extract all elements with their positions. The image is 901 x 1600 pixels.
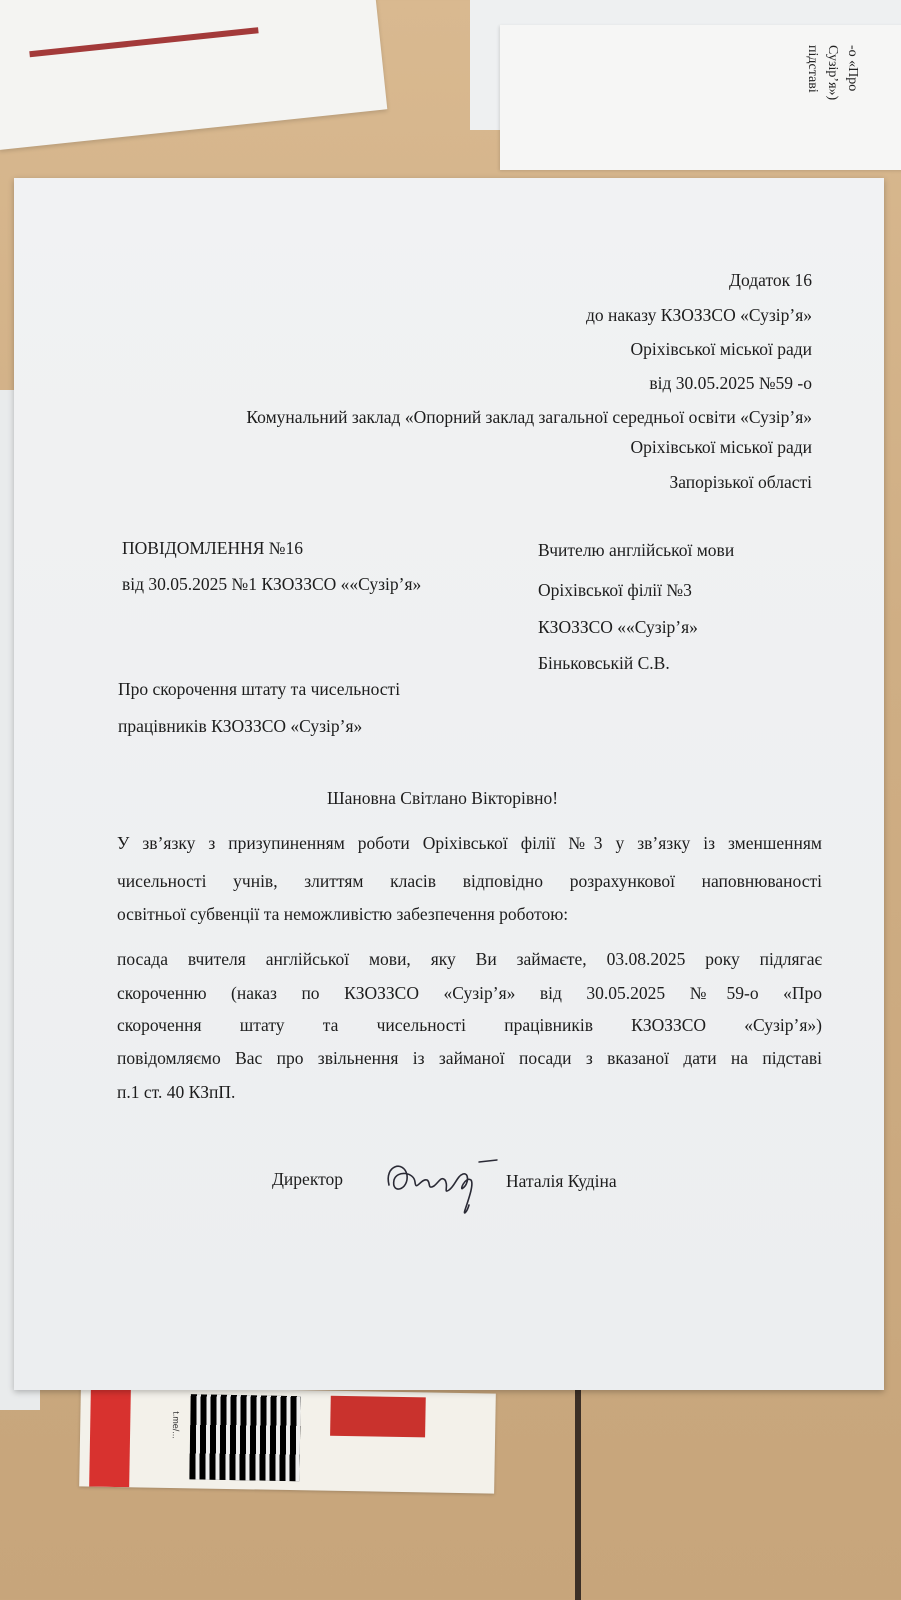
flyer-link-text: t.me/...: [170, 1411, 182, 1439]
qr-code-icon: [189, 1394, 300, 1481]
paragraph1-line: освітньої субвенції та неможливістю забезпечення роботою:: [117, 904, 569, 924]
corner-text-2: Сузір’я»): [825, 45, 840, 101]
council-name: Оріхівської міської ради: [630, 339, 812, 359]
paragraph2-line: скорочення штату та чисельності працівників КЗОЗЗСО «Сузір’я»): [117, 1015, 822, 1035]
corner-text-1: -о «Про: [845, 45, 860, 92]
institution-name: Комунальний заклад «Опорний заклад загальної середньої освіти «Сузір’я»: [246, 407, 812, 427]
recipient-branch: Оріхівської філії №3: [538, 580, 692, 600]
background-paper-stack: [0, 0, 387, 150]
red-stripe: [29, 27, 258, 57]
paragraph2-line: посада вчителя англійської мови, яку Ви займаєте, 03.08.2025 року підлягає: [117, 949, 822, 969]
flyer-red-box: [330, 1396, 426, 1438]
paragraph2-line: п.1 ст. 40 КЗпП.: [117, 1082, 236, 1102]
institution-region: Запорізької області: [669, 472, 812, 492]
flyer-red-band: [89, 1387, 131, 1488]
notice-title: ПОВІДОМЛЕННЯ №16: [122, 538, 303, 558]
recipient-name: Біньковській С.В.: [538, 653, 670, 673]
institution-council: Оріхівської міської ради: [630, 437, 812, 457]
background-document-corner: [500, 25, 901, 170]
notice-document: [14, 178, 884, 1390]
order-reference: до наказу КЗОЗЗСО «Сузір’я»: [585, 305, 812, 325]
appendix-label: Додаток 16: [729, 270, 812, 290]
qr-flyer-card: [79, 1386, 496, 1493]
paragraph2-line: повідомляємо Вас про звільнення із займаної посади з вказаної дати на підставі: [117, 1048, 822, 1068]
recipient-institution: КЗОЗЗСО ««Сузір’я»: [538, 617, 698, 637]
corner-text-3: підставі: [805, 45, 820, 93]
greeting: Шановна Світлано Вікторівно!: [327, 788, 559, 808]
paragraph1-line: чисельності учнів, злиттям класів відповідно розрахункової наповнюваності: [117, 871, 822, 891]
desk-gap: [575, 1380, 581, 1600]
signer-name: Наталія Кудіна: [506, 1171, 617, 1191]
order-date: від 30.05.2025 №59 -о: [649, 373, 812, 393]
signer-position: Директор: [272, 1169, 344, 1189]
subject-line-1: Про скорочення штату та чисельності: [118, 679, 401, 699]
subject-line-2: працівників КЗОЗЗСО «Сузір’я»: [118, 716, 363, 736]
paragraph1-line: У зв’язку з призупиненням роботи Оріхівської філії №3 у зв’язку із зменшенням: [117, 833, 822, 853]
recipient-position: Вчителю англійської мови: [538, 540, 735, 560]
handwritten-signature: [379, 1150, 499, 1230]
notice-date: від 30.05.2025 №1 КЗОЗЗСО ««Сузір’я»: [122, 574, 422, 594]
paragraph2-line: скороченню (наказ по КЗОЗЗСО «Сузір’я» від 30.05.2025 №59-о «Про: [117, 983, 822, 1003]
